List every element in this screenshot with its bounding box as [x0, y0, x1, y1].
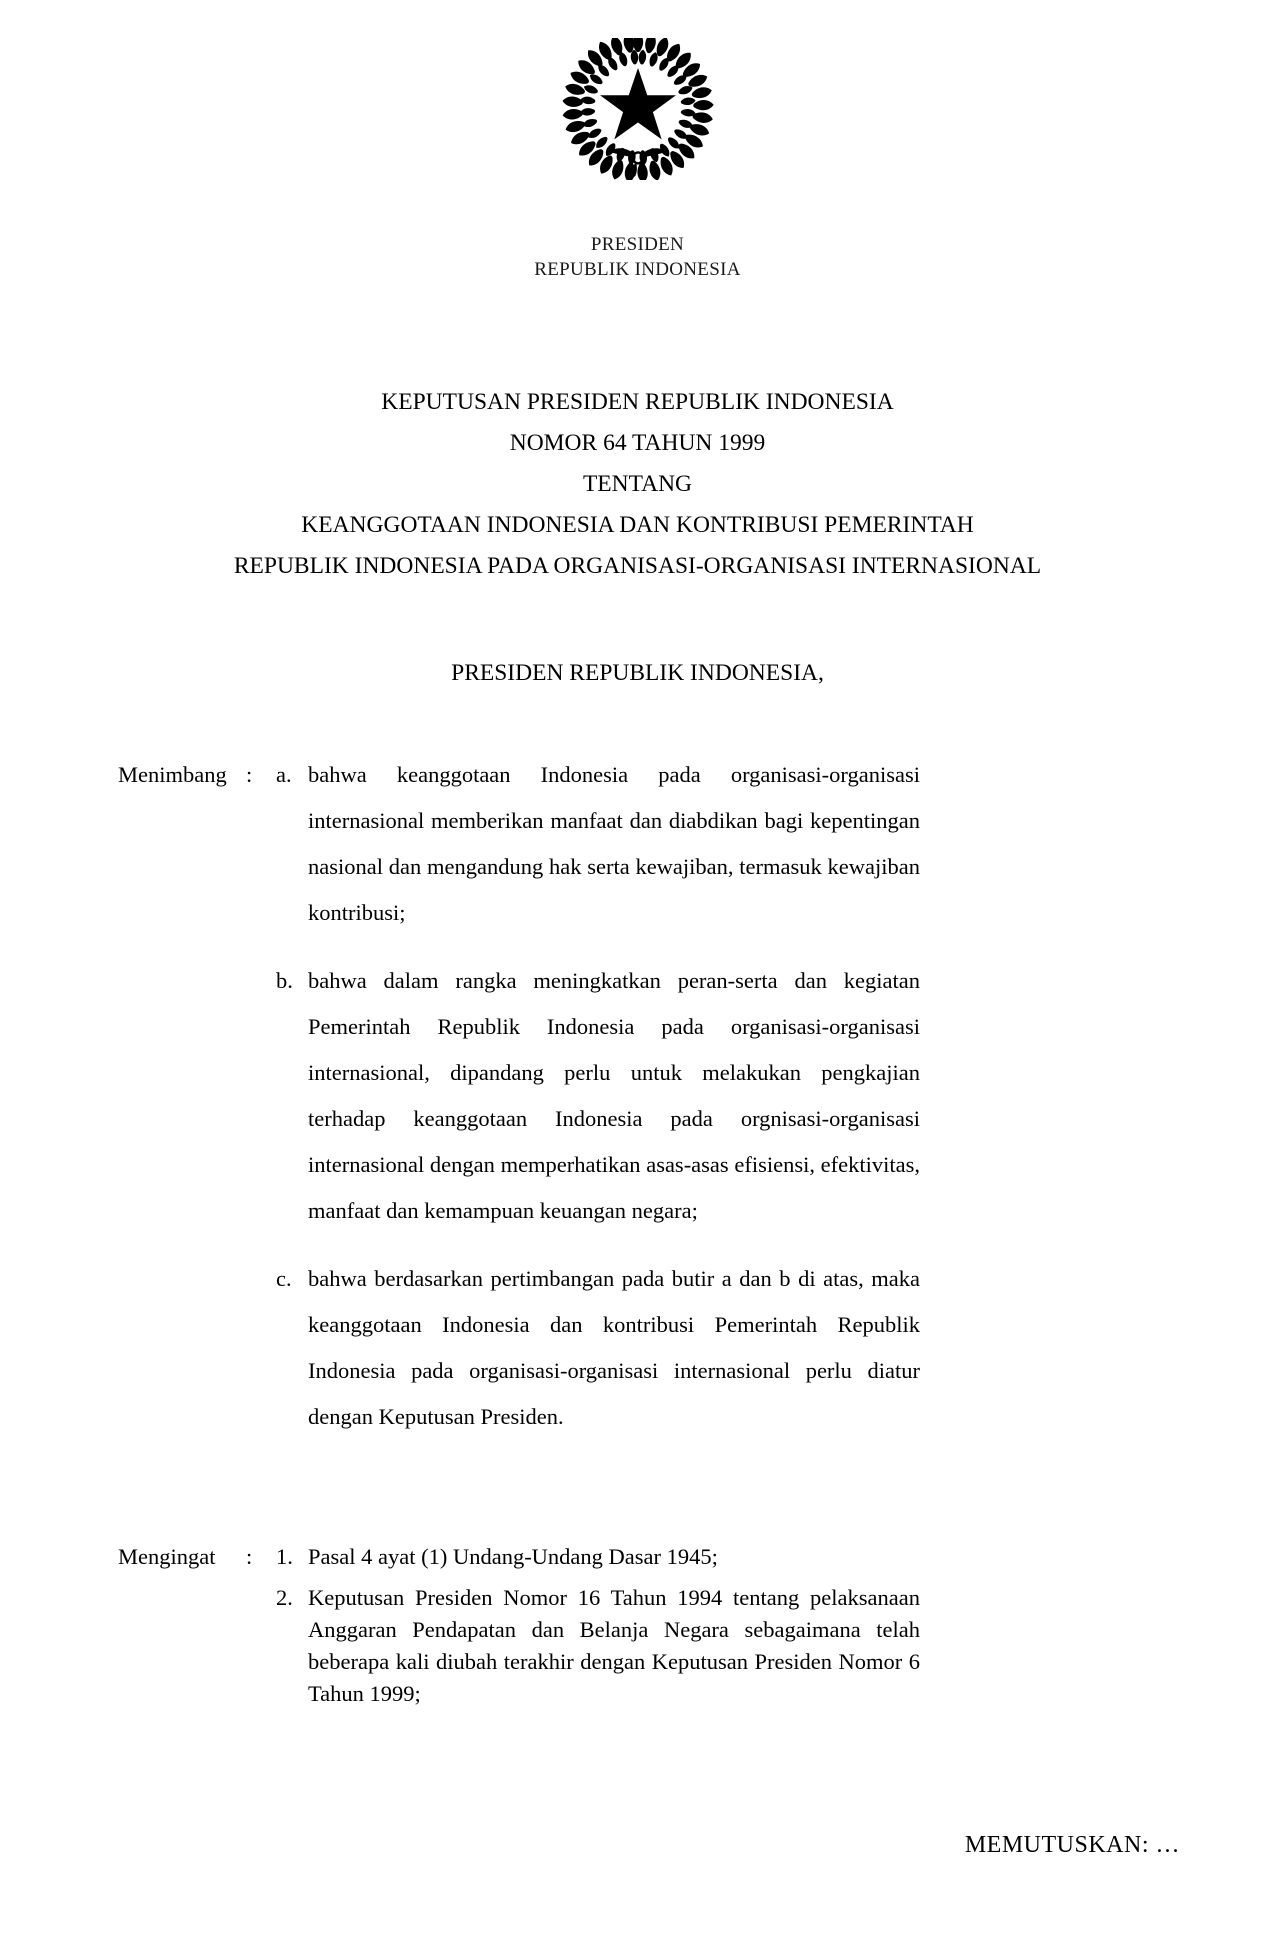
document-title-block	[0, 382, 1275, 587]
menimbang-marker-b: b.	[276, 968, 293, 993]
mengingat-marker-1: 1.	[276, 1544, 293, 1569]
mengingat-text-1: Pasal 4 ayat (1) Undang-Undang Dasar 1945;	[308, 1544, 718, 1569]
memutuskan-footer: MEMUTUSKAN: …	[964, 1832, 1180, 1858]
mengingat-item-1	[118, 1538, 1158, 1576]
title-line-nomor: NOMOR 64 TAHUN 1999	[509, 430, 766, 456]
document-subheading: PRESIDEN REPUBLIK INDONESIA,	[451, 660, 824, 686]
document-header-caption	[0, 232, 1275, 282]
mengingat-text-2: Keputusan Presiden Nomor 16 Tahun 1994 tentang pelaksanaan Anggaran Pendapatan dan Belanja Negara sebagaimana telah beberapa kali diubah terakhir dengan Keputusan Presiden Nomor 6 Tahun 1999;	[308, 1585, 920, 1706]
menimbang-section	[118, 752, 1158, 1440]
menimbang-marker-c: c.	[276, 1266, 292, 1291]
title-line-subject-1: KEANGGOTAAN INDONESIA DAN KONTRIBUSI PEMERINTAH	[301, 512, 974, 538]
menimbang-label: Menimbang	[118, 762, 227, 787]
menimbang-item-b	[118, 958, 1158, 1234]
menimbang-text-c: bahwa berdasarkan pertimbangan pada butir a dan b di atas, maka keanggotaan Indonesia dan kontribusi Pemerintah Republik Indonesia pada organisasi-organisasi internasional perlu diatur dengan Keputusan Presiden.	[308, 1266, 920, 1429]
title-line-tentang: TENTANG	[582, 471, 693, 497]
menimbang-colon: :	[246, 762, 253, 787]
header-line-presiden: PRESIDEN	[590, 234, 685, 255]
menimbang-text-a: bahwa keanggotaan Indonesia pada organisasi-organisasi internasional memberikan manfaat dan diabdikan bagi kepentingan nasional dan mengandung hak serta kewajiban, termasuk kewajiban kontribusi;	[308, 762, 920, 925]
mengingat-item-2	[118, 1582, 1158, 1710]
mengingat-marker-2: 2.	[276, 1585, 293, 1610]
menimbang-item-a	[118, 752, 1158, 936]
menimbang-text-b: bahwa dalam rangka meningkatkan peran-serta dan kegiatan Pemerintah Republik Indonesia pada organisasi-organisasi internasional, dipandang perlu untuk melakukan pengkajian terhadap keanggotaan Indonesia pada orgnisasi-organisasi internasional dengan memperhatikan asas-asas efisiensi, efektivitas, manfaat dan kemampuan keuangan negara;	[308, 968, 920, 1223]
mengingat-colon: :	[246, 1544, 253, 1569]
title-line-subject-2: REPUBLIK INDONESIA PADA ORGANISASI-ORGANISASI INTERNASIONAL	[233, 553, 1042, 579]
presidential-emblem-container	[0, 38, 1275, 180]
mengingat-section	[118, 1538, 1158, 1710]
indonesia-presidential-seal-icon	[558, 38, 718, 180]
menimbang-item-c	[118, 1256, 1158, 1440]
mengingat-label: Mengingat	[118, 1544, 216, 1569]
header-line-republik-indonesia: REPUBLIK INDONESIA	[534, 259, 741, 280]
title-line-keputusan: KEPUTUSAN PRESIDEN REPUBLIK INDONESIA	[381, 389, 894, 415]
menimbang-marker-a: a.	[276, 762, 292, 787]
